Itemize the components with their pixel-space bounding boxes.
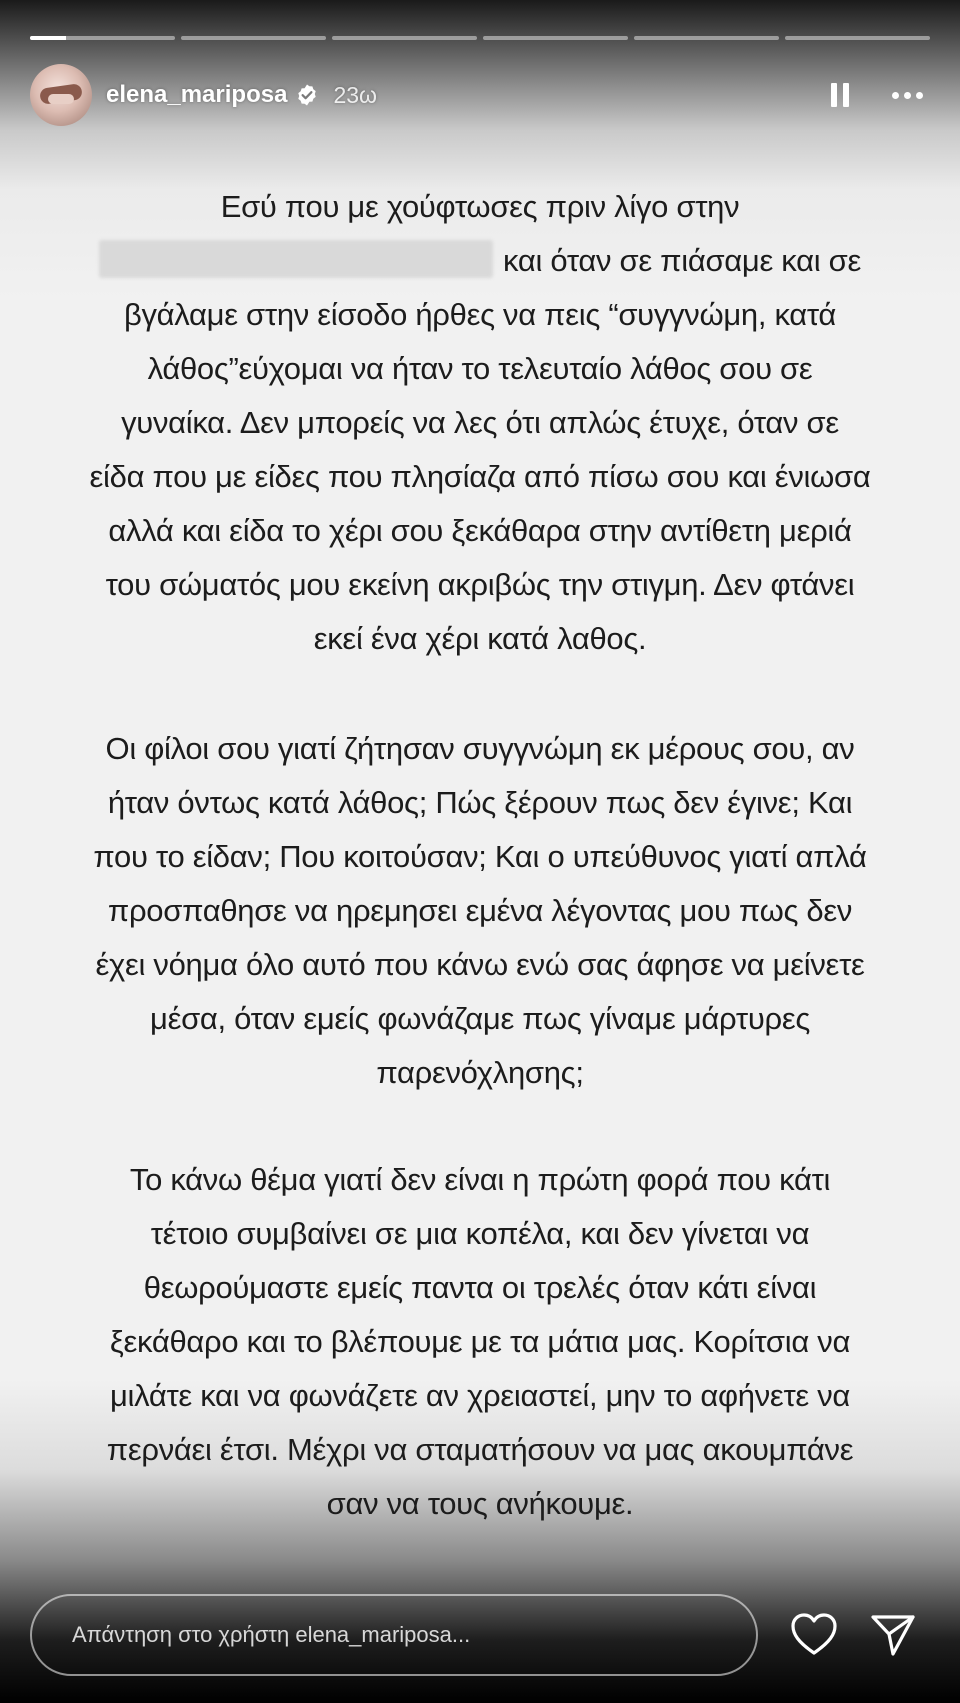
story-paragraph-2 (40, 722, 920, 1100)
text-line: προσπαθησε να ηρεμησει εμένα λέγοντας μου πως δεν (107, 893, 853, 928)
progress-segment (785, 36, 930, 40)
more-options-icon (916, 92, 923, 99)
more-options-icon (892, 92, 899, 99)
text-line: αλλά και είδα το χέρι σου ξεκάθαρα στην αντίθετη μεριά (108, 513, 852, 548)
text-line: λάθος”εύχομαι να ήταν το τελευταίο λάθος σου σε (147, 351, 813, 386)
pause-icon (831, 83, 837, 107)
text-line: μέσα, όταν εμείς φωνάζαμε πως γίναμε μάρτυρες (150, 1001, 810, 1036)
text-line: γυναίκα. Δεν μπορείς να λες ότι απλώς έτυχε, όταν σε (121, 405, 839, 440)
more-options-button[interactable] (884, 75, 930, 115)
text-line: έχει νόημα όλο αυτό που κάνω ενώ σας άφησε να μείνετε (95, 947, 865, 982)
text-line: Οι φίλοι σου γιατί ζήτησαν συγγνώμη εκ μέρους σου, αν (105, 731, 855, 766)
text-line: εκεί ένα χέρι κατά λαθος. (313, 621, 647, 656)
send-icon[interactable] (870, 1612, 916, 1658)
text-line: βγάλαμε στην είσοδο ήρθες να πεις “συγγνώμη, κατά (123, 297, 837, 332)
username[interactable]: elena_mariposa (106, 81, 288, 108)
text-line: θεωρούμαστε εμείς παντα οι τρελές όταν κάτι είναι (143, 1270, 817, 1305)
text-line: περνάει έτσι. Μέχρι να σταματήσουν να μας ακουμπάνε (106, 1432, 854, 1467)
text-line: ήταν όντως κατά λάθος; Πώς ξέρουν πως δεν έγινε; Και (107, 785, 853, 820)
more-options-icon (904, 92, 911, 99)
story-header (30, 64, 930, 126)
text-line: Το κάνω θέμα γιατί δεν είναι η πρώτη φορά που κάτι (129, 1162, 831, 1197)
reply-input[interactable] (70, 1621, 756, 1649)
progress-segment (634, 36, 779, 40)
progress-fill (30, 36, 66, 40)
avatar[interactable] (30, 64, 92, 126)
text-line: τέτοιο συμβαίνει σε μια κοπέλα, και δεν γίνεται να (150, 1216, 810, 1251)
text-line: μιλάτε και να φωνάζετε αν χρειαστεί, μην το αφήνετε να (109, 1378, 851, 1413)
pause-button[interactable] (820, 75, 860, 115)
post-time: 23ω (333, 81, 377, 108)
progress-segment (332, 36, 477, 40)
pause-icon (843, 83, 849, 107)
blurred-mention (99, 240, 493, 278)
text-line: είδα που με είδες που πλησίαζα από πίσω σου και ένιωσα (89, 459, 871, 494)
text-line: ξεκάθαρο και το βλέπουμε με τα μάτια μας. Κορίτσια να (109, 1324, 851, 1359)
story-progress (30, 36, 930, 40)
progress-segment (483, 36, 628, 40)
text-line: παρενόχλησης; (376, 1055, 584, 1090)
text-line: που το είδαν; Που κοιτούσαν; Και ο υπεύθυνος γιατί απλά (93, 839, 867, 874)
text-line: σαν να τους ανήκουμε. (326, 1486, 634, 1521)
story-paragraph-1 (40, 180, 920, 666)
avatar-image-shape (48, 94, 74, 104)
heart-icon[interactable] (790, 1612, 838, 1658)
progress-segment (181, 36, 326, 40)
progress-segment (30, 36, 175, 40)
verified-badge-icon (295, 83, 319, 107)
text-line: Εσύ που με χούφτωσες πριν λίγο στην (220, 189, 740, 224)
text-line: του σώματός μου εκείνη ακριβώς την στιγμη. Δεν φτάνει (105, 567, 855, 602)
reply-field[interactable] (30, 1594, 758, 1676)
text-fragment: και όταν σε πιάσαμε και σε (503, 243, 861, 278)
text-line (40, 234, 920, 288)
story-paragraph-3 (40, 1153, 920, 1531)
